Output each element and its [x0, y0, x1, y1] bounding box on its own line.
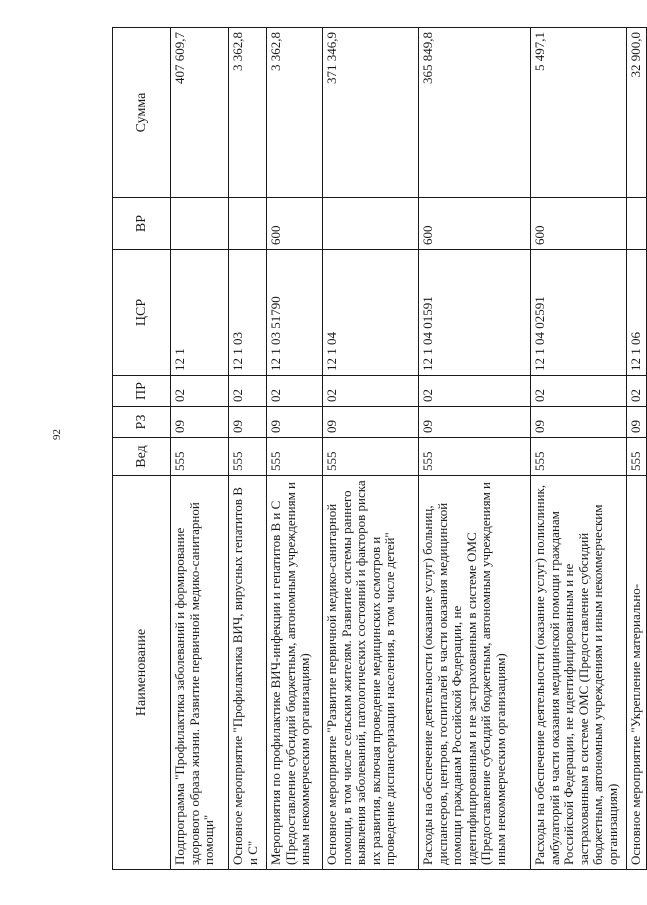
row-name: Мероприятия по профилактике ВИЧ-инфекции и гепатитов В и С (Предоставление субсидий бюджетным, автономным учреждениям и иным некоммерческим организациям)	[267, 476, 323, 870]
row-pr: 02	[627, 376, 647, 407]
header-ved: Вед	[113, 438, 171, 476]
row-csr: 12 1	[171, 250, 229, 376]
table-header-row	[113, 28, 171, 870]
row-csr: 12 1 03 51790	[267, 250, 323, 376]
row-sum: 371 346,9	[323, 28, 419, 198]
header-csr: ЦСР	[113, 250, 171, 376]
row-rz: 09	[531, 407, 627, 438]
row-pr: 02	[229, 376, 267, 407]
table-row	[627, 28, 647, 870]
header-sum: Сумма	[113, 28, 171, 198]
row-csr: 12 1 03	[229, 250, 267, 376]
row-name: Расходы на обеспечение деятельности (оказание услуг) больниц, диспансеров, центров, госпиталей в части оказания медицинской помощи гражданам Российской Федерации, не идентифицированным и не застрахованным в системе ОМС (Предоставление субсидий бюджетным, автономным учреждениям и иным некоммерческим организациям)	[419, 476, 531, 870]
row-sum: 365 849,8	[419, 28, 531, 198]
row-csr: 12 1 06	[627, 250, 647, 376]
header-rz: РЗ	[113, 407, 171, 438]
row-ved: 555	[171, 438, 229, 476]
row-rz: 09	[171, 407, 229, 438]
row-ved: 555	[531, 438, 627, 476]
row-vr	[171, 198, 229, 250]
page-number: 92	[51, 429, 63, 440]
row-ved: 555	[323, 438, 419, 476]
row-ved: 555	[419, 438, 531, 476]
row-ved: 555	[267, 438, 323, 476]
row-name: Подпрограмма "Профилактика заболеваний и формирование здорового образа жизни. Развитие первичной медико-санитарной помощи"	[171, 476, 229, 870]
row-pr: 02	[267, 376, 323, 407]
row-sum: 407 609,7	[171, 28, 229, 198]
table-row	[531, 28, 627, 870]
row-csr: 12 1 04 02591	[531, 250, 627, 376]
row-rz: 09	[323, 407, 419, 438]
row-sum: 3 362,8	[267, 28, 323, 198]
row-name: Расходы на обеспечение деятельности (оказание услуг) поликлиник, амбулаторий в части оказания медицинской помощи гражданам Российской Федерации, не идентифицированным и не застрахованным в системе ОМС (Предоставление субсидий бюджетным, автономным учреждениям и иным некоммерческим организациям)	[531, 476, 627, 870]
row-rz: 09	[229, 407, 267, 438]
table-row	[323, 28, 419, 870]
row-vr: 600	[531, 198, 627, 250]
budget-table	[112, 27, 647, 870]
row-vr	[323, 198, 419, 250]
table-row	[171, 28, 229, 870]
row-ved: 555	[627, 438, 647, 476]
row-vr: 600	[267, 198, 323, 250]
row-pr: 02	[323, 376, 419, 407]
header-vr: ВР	[113, 198, 171, 250]
row-name: Основное мероприятие "Развитие первичной медико-санитарной помощи, в том числе сельским жителям. Развитие системы раннего выявления заболеваний, патологических состояний и факторов риска их развития, включая проведение медицинских осмотров и проведение диспансеризации населения, в том числе детей"	[323, 476, 419, 870]
header-name: Наименование	[113, 476, 171, 870]
row-vr	[229, 198, 267, 250]
row-sum: 5 497,1	[531, 28, 627, 198]
header-pr: ПР	[113, 376, 171, 407]
row-sum: 3 362,8	[229, 28, 267, 198]
row-rz: 09	[419, 407, 531, 438]
row-rz: 09	[267, 407, 323, 438]
rotated-table-wrapper	[112, 28, 643, 870]
row-rz: 09	[627, 407, 647, 438]
row-name: Основное мероприятие "Укрепление материально-	[627, 476, 647, 870]
row-vr: 600	[419, 198, 531, 250]
table-row	[229, 28, 267, 870]
row-csr: 12 1 04 01591	[419, 250, 531, 376]
row-sum: 32 900,0	[627, 28, 647, 198]
row-pr: 02	[531, 376, 627, 407]
row-ved: 555	[229, 438, 267, 476]
row-pr: 02	[419, 376, 531, 407]
row-vr	[627, 198, 647, 250]
row-pr: 02	[171, 376, 229, 407]
row-csr: 12 1 04	[323, 250, 419, 376]
table-row	[267, 28, 323, 870]
row-name: Основное мероприятие "Профилактика ВИЧ, вирусных гепатитов В и С"	[229, 476, 267, 870]
table-row	[419, 28, 531, 870]
